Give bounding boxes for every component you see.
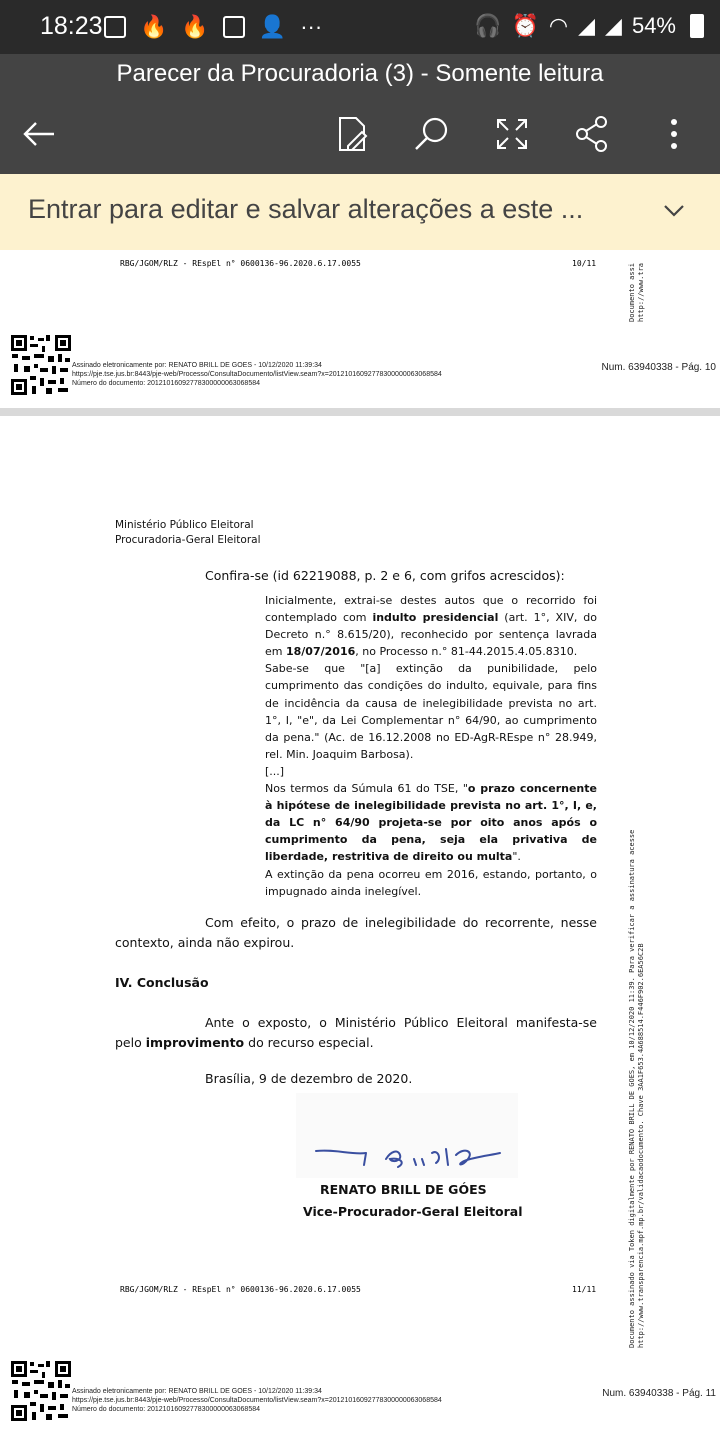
qr-code-page11 — [10, 1360, 72, 1422]
signer-name: RENATO BRILL DE GÓES — [320, 1182, 487, 1197]
share-button[interactable] — [570, 112, 614, 156]
document-viewer[interactable] — [0, 250, 720, 1435]
page10-fraction: 10/11 — [572, 259, 597, 268]
signal-icon-2: ◢ — [605, 13, 622, 38]
more-notifications-icon: ··· — [300, 14, 323, 39]
quote-p1-e: , no Processo n.° 81-44.2015.4.05.8310. — [355, 645, 578, 659]
quote-paragraph-4 — [265, 780, 597, 865]
search-button[interactable] — [410, 112, 454, 156]
banner-text: Entrar para editar e salvar alterações a este ... — [28, 194, 584, 224]
page11-url[interactable]: https://pje.tse.jus.br:8443/pje-web/Processo/ConsultaDocumento/listView.seam?x=20121016092778300000063068584 — [72, 1397, 442, 1404]
alarm-icon: ⏰ — [511, 13, 539, 38]
conclusion-paragraph — [115, 1013, 597, 1053]
quote-paragraph-3: [...] — [265, 764, 285, 778]
santander-icon-2: 🔥 — [181, 14, 209, 39]
section-title: IV. Conclusão — [115, 975, 209, 990]
handwritten-signature — [296, 1093, 518, 1178]
ante-b: improvimento — [145, 1035, 245, 1050]
more-vert-icon — [652, 112, 696, 156]
page11-side-line1: Documento assinado via Token digitalmente por RENATO BRILL DE GOES, em 10/12/2020 11:39. Para verificar a assinatura acesse — [628, 829, 636, 1348]
page10-side-stamp — [628, 250, 646, 322]
ante-c: do recurso especial. — [244, 1035, 374, 1050]
quote-p4-b: o prazo concernente à hipótese de inelegibilidade prevista no art. 1°, I, e, da LC n° 64/90 projeta-se por oito anos após o cumprimento da pena, seja ela privativa de liberdade, restritiva de direito ou multa — [265, 782, 597, 864]
more-options-button[interactable] — [652, 112, 696, 156]
document-title: Parecer da Procuradoria (3) - Somente leitura — [116, 60, 604, 87]
page11-signature-block — [72, 1387, 442, 1414]
page10-side-line2: http://www.tra — [637, 262, 645, 322]
edit-banner[interactable] — [0, 174, 720, 250]
date-line: Brasília, 9 de dezembro de 2020. — [205, 1071, 413, 1086]
search-icon — [410, 112, 454, 156]
back-arrow-icon — [18, 112, 62, 156]
santander-icon: 🔥 — [140, 14, 168, 39]
confira-line: Confira-se (id 62219088, p. 2 e 6, com grifos acrescidos): — [205, 568, 565, 583]
notes-icon — [104, 16, 126, 38]
page11-num-pag: Num. 63940338 - Pág. 11 — [602, 1388, 716, 1399]
quote-p1-a: Inicialmente, extrai-se destes autos que o recorrido foi contemplado com — [265, 594, 597, 625]
signer-role: Vice-Procurador-Geral Eleitoral — [303, 1204, 523, 1219]
page10-side-line1: Documento assi — [628, 262, 636, 322]
page11-signed-by: Assinado eletronicamente por: RENATO BRILL DE GOES - 10/12/2020 11:39:34 — [72, 1388, 322, 1395]
edit-document-icon — [330, 112, 374, 156]
page-separator — [0, 408, 720, 416]
page11-side-line2: http://www.transparencia.mpf.mp.br/validacaodocumento. Chave 3AA1F653.4A688514.F446F902.6EA56C2B — [637, 943, 645, 1348]
page11-doc-number: Número do documento: 20121016092778300000063068584 — [72, 1406, 260, 1413]
chevron-down-icon[interactable] — [660, 196, 688, 224]
org-line2: Procuradoria-Geral Eleitoral — [115, 534, 261, 546]
edit-button[interactable] — [330, 112, 374, 156]
status-time: 18:23 — [40, 12, 103, 40]
quote-p1-b: indulto presidencial — [372, 611, 499, 625]
wifi-icon: ◠ — [548, 13, 569, 38]
org-line1: Ministério Público Eleitoral — [115, 519, 254, 531]
facebook-icon — [223, 16, 245, 38]
quote-p1-c: (art. 1°, XIV, do Decreto n.° 8.615/20), reconhecido por sentença lavrada em — [265, 611, 598, 659]
fullscreen-button[interactable] — [490, 112, 534, 156]
page10-doc-number: Número do documento: 20121016092778300000063068584 — [72, 380, 260, 387]
quote-paragraph-2: Sabe-se que "[a] extinção da punibilidade, pelo cumprimento das condições do indulto, equivale, para fins de incidência da causa de inelegibilidade prevista no art. 1°, I, "e", da Lei Complementar n° 64/90, ao cumprimento da pena." (Ac. de 16.12.2008 no ED-AgR-REspe n° 28.949, rel. Min. Joaquim Barbosa). — [265, 662, 597, 761]
page10-num-pag: Num. 63940338 - Pág. 10 — [601, 362, 716, 373]
org-header — [115, 518, 261, 548]
page11-side-stamp — [628, 720, 646, 1348]
page10-signed-by: Assinado eletronicamente por: RENATO BRILL DE GOES - 10/12/2020 11:39:34 — [72, 362, 322, 369]
status-bar — [0, 0, 720, 54]
qr-code-page10 — [10, 334, 72, 396]
quote-paragraph-5: A extinção da pena ocorreu em 2016, estando, portanto, o impugnado ainda inelegível. — [265, 867, 597, 898]
battery-percent: 54% — [631, 13, 676, 38]
quote-p4-a: Nos termos da Súmula 61 do TSE, " — [265, 782, 468, 796]
quote-paragraph-1 — [265, 592, 597, 660]
page11-header-ref: RBG/JGOM/RLZ - REspEl n° 0600136-96.2020.6.17.0055 — [120, 1285, 361, 1294]
page10-url[interactable]: https://pje.tse.jus.br:8443/pje-web/Processo/ConsultaDocumento/listView.seam?x=20121016092778300000063068584 — [72, 371, 442, 378]
share-icon — [570, 112, 614, 156]
back-button[interactable] — [18, 112, 62, 156]
page10-header-ref: RBG/JGOM/RLZ - REspEl n° 0600136-96.2020.6.17.0055 — [120, 259, 361, 268]
battery-icon — [690, 14, 704, 38]
signal-icon: ◢ — [578, 13, 596, 38]
page10-signature-block — [72, 361, 442, 388]
page11-fraction: 11/11 — [572, 1285, 597, 1294]
com-efeito-paragraph: Com efeito, o prazo de inelegibilidade do recorrente, nesse contexto, ainda não expirou. — [115, 915, 597, 950]
quote-p1-d: 18/07/2016 — [285, 645, 356, 659]
ante-a: Ante o exposto, o Ministério Público Eleitoral manifesta-se pelo — [115, 1015, 597, 1050]
block-quote — [265, 592, 597, 900]
headphones-icon: 🎧 — [474, 13, 502, 38]
add-user-icon: 👤 — [258, 14, 287, 39]
app-bar — [0, 54, 720, 174]
quote-p4-c: ". — [512, 850, 521, 864]
expand-icon — [490, 112, 534, 156]
